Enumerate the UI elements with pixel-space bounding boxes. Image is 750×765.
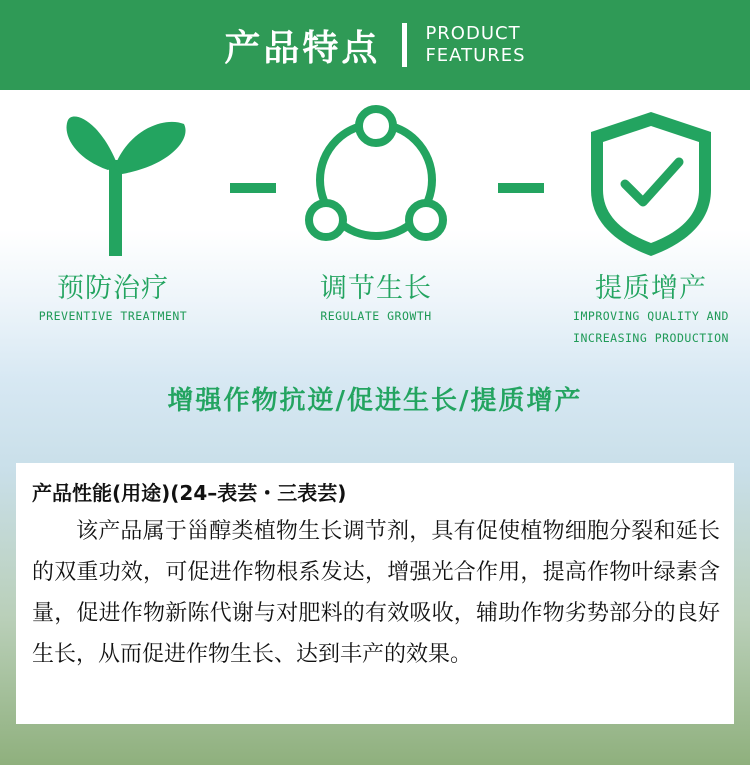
feature-quality — [551, 100, 750, 349]
description-title: 产品性能(用途)(24–表芸・三表芸) — [32, 481, 347, 505]
feature-title-cn: 提质增产 — [595, 273, 707, 304]
slogan: 增强作物抗逆/促进生长/提质增产 — [167, 386, 583, 416]
feature-title-en: REGULATE GROWTH — [320, 309, 432, 323]
header-subtitle-line2: FEATURES — [425, 45, 526, 66]
feature-title-en-line1: IMPROVING QUALITY AND — [573, 309, 729, 323]
dash-separator — [230, 183, 276, 193]
dash-separator — [498, 183, 544, 193]
feature-prevention — [13, 100, 213, 327]
sprout-icon — [38, 100, 188, 260]
header-divider — [402, 23, 407, 67]
description-card — [16, 463, 734, 724]
feature-regulate — [276, 100, 476, 327]
feature-title-en-line2: INCREASING PRODUCTION — [573, 331, 729, 345]
feature-title-en: PREVENTIVE TREATMENT — [38, 309, 188, 323]
description-body: 该产品属于甾醇类植物生长调节剂，具有促使植物细胞分裂和延长的双重功效，可促进作物根系发达，增强光合作用，提高作物叶绿素含量，促进作物新陈代谢与对肥料的有效吸收，辅助作物劣势部分的良好生长，从而促进作物生长、达到丰产的效果。 — [32, 519, 720, 667]
shield-check-icon — [581, 100, 721, 260]
cycle-icon — [296, 100, 456, 260]
feature-title-cn: 预防治疗 — [57, 273, 169, 304]
header-title: 产品特点 — [224, 27, 381, 69]
header-subtitle-line1: PRODUCT — [425, 23, 521, 44]
header-banner — [0, 0, 750, 90]
header-subtitle — [425, 23, 525, 67]
feature-title-cn: 调节生长 — [320, 273, 432, 304]
